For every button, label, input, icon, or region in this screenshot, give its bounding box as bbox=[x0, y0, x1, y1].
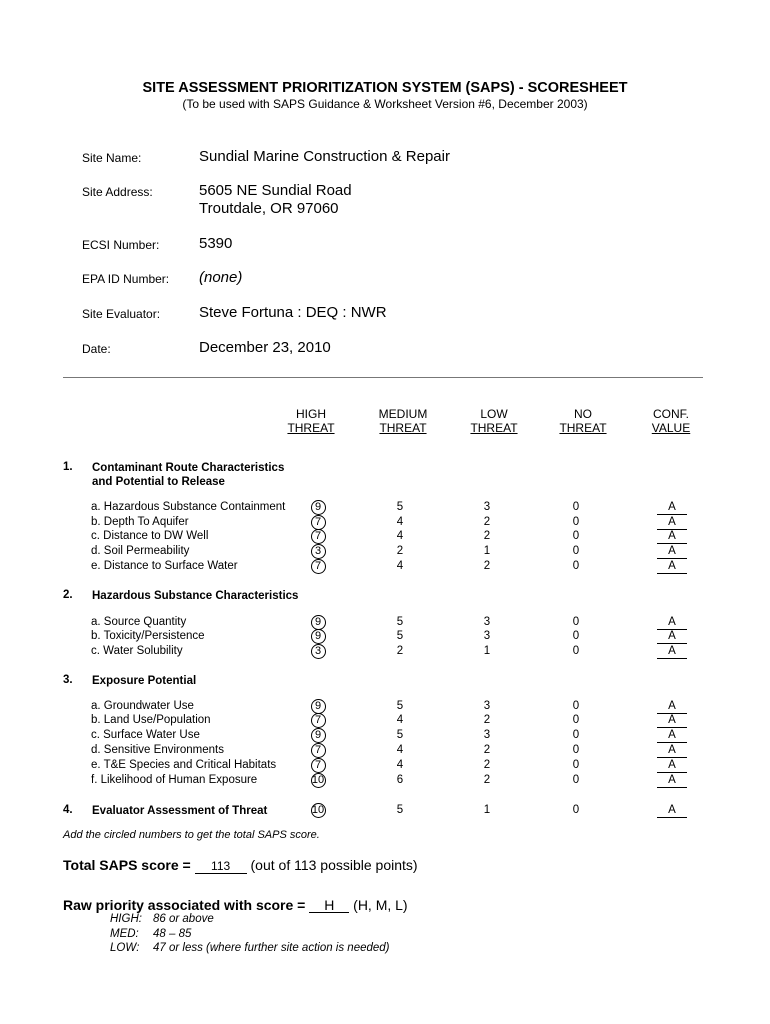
site-address-label: Site Address: bbox=[82, 185, 153, 199]
range-value: 86 or above bbox=[153, 913, 214, 925]
raw-priority-line bbox=[63, 897, 408, 913]
conf-value: A bbox=[657, 545, 687, 559]
conf-value: A bbox=[657, 645, 687, 659]
conf-value: A bbox=[657, 501, 687, 515]
score-high-circled: 3 bbox=[303, 644, 333, 659]
raw-priority-suffix: (H, M, L) bbox=[353, 897, 408, 913]
score-item-label: e. T&E Species and Critical Habitats bbox=[91, 759, 277, 771]
score-medium: 4 bbox=[396, 759, 404, 771]
range-level: HIGH: bbox=[110, 913, 142, 925]
conf-value: A bbox=[657, 729, 687, 743]
conf-value: A bbox=[657, 744, 687, 758]
score-medium: 4 bbox=[396, 744, 404, 756]
score-item-label: a. Groundwater Use bbox=[91, 700, 194, 712]
col-conf-value: CONF. VALUE bbox=[651, 407, 691, 435]
conf-value: A bbox=[657, 714, 687, 728]
score-item-label: c. Water Solubility bbox=[91, 645, 183, 657]
score-item-label: f. Likelihood of Human Exposure bbox=[91, 774, 258, 786]
section-number: 3. bbox=[63, 674, 73, 686]
total-score-line bbox=[63, 857, 418, 874]
score-high-circled: 9 bbox=[303, 728, 333, 743]
page-subtitle: (To be used with SAPS Guidance & Worksheet Version #6, December 2003) bbox=[182, 97, 588, 111]
score-medium: 5 bbox=[396, 501, 404, 513]
score-item-label: b. Toxicity/Persistence bbox=[91, 630, 205, 642]
score-high-circled: 9 bbox=[303, 500, 333, 515]
score-item-label: d. Sensitive Environments bbox=[91, 744, 224, 756]
score-low: 3 bbox=[483, 729, 491, 741]
section-title: Exposure Potential bbox=[92, 675, 197, 687]
date-label: Date: bbox=[82, 342, 111, 356]
score-no: 0 bbox=[572, 545, 580, 557]
site-name-value: Sundial Marine Construction & Repair bbox=[199, 148, 450, 165]
score-medium: 5 bbox=[396, 729, 404, 741]
score-low: 1 bbox=[483, 804, 491, 816]
score-item-label: b. Depth To Aquifer bbox=[91, 516, 189, 528]
score-low: 3 bbox=[483, 616, 491, 628]
conf-value: A bbox=[657, 616, 687, 630]
score-high-circled: 9 bbox=[303, 629, 333, 644]
score-no: 0 bbox=[572, 759, 580, 771]
score-no: 0 bbox=[572, 744, 580, 756]
score-low: 1 bbox=[483, 645, 491, 657]
evaluator-value: Steve Fortuna : DEQ : NWR bbox=[199, 304, 387, 321]
score-no: 0 bbox=[572, 804, 580, 816]
col-medium-threat: MEDIUM THREAT bbox=[378, 407, 428, 435]
score-medium: 6 bbox=[396, 774, 404, 786]
score-medium: 5 bbox=[396, 804, 404, 816]
site-name-label: Site Name: bbox=[82, 151, 142, 165]
score-medium: 4 bbox=[396, 530, 404, 542]
section-number: 2. bbox=[63, 589, 73, 601]
conf-value: A bbox=[657, 759, 687, 773]
raw-priority-label: Raw priority associated with score = bbox=[63, 897, 306, 913]
score-low: 2 bbox=[483, 714, 491, 726]
score-item-label: b. Land Use/Population bbox=[91, 714, 211, 726]
col-high-threat: HIGH THREAT bbox=[287, 407, 335, 435]
epa-label: EPA ID Number: bbox=[82, 272, 170, 286]
score-medium: 5 bbox=[396, 700, 404, 712]
score-high-circled: 10 bbox=[311, 804, 325, 816]
range-value: 48 – 85 bbox=[153, 928, 192, 940]
instruction-note: Add the circled numbers to get the total SAPS score. bbox=[63, 829, 320, 841]
score-low: 2 bbox=[483, 530, 491, 542]
score-high-circled: 7 bbox=[303, 515, 333, 530]
col-no-threat: NO THREAT bbox=[559, 407, 607, 435]
score-no: 0 bbox=[572, 729, 580, 741]
score-low: 3 bbox=[483, 630, 491, 642]
score-high-circled: 9 bbox=[303, 699, 333, 714]
raw-priority-value: H bbox=[309, 898, 349, 913]
score-no: 0 bbox=[572, 530, 580, 542]
score-low: 2 bbox=[483, 744, 491, 756]
score-low: 3 bbox=[483, 501, 491, 513]
score-medium: 2 bbox=[396, 645, 404, 657]
score-low: 2 bbox=[483, 759, 491, 771]
score-low: 2 bbox=[483, 560, 491, 572]
divider bbox=[63, 377, 703, 378]
col-low-threat: LOW THREAT bbox=[470, 407, 518, 435]
score-high-circled: 7 bbox=[303, 713, 333, 728]
page-title: SITE ASSESSMENT PRIORITIZATION SYSTEM (SAPS) - SCORESHEET bbox=[142, 80, 628, 96]
score-no: 0 bbox=[572, 774, 580, 786]
score-no: 0 bbox=[572, 560, 580, 572]
section-title: Contaminant Route Characteristics and Potential to Release bbox=[92, 462, 285, 488]
total-score-label: Total SAPS score = bbox=[63, 857, 191, 873]
score-medium: 4 bbox=[396, 560, 404, 572]
epa-value: (none) bbox=[199, 269, 243, 286]
section-title: Evaluator Assessment of Threat bbox=[92, 805, 268, 817]
score-medium: 4 bbox=[396, 516, 404, 528]
date-value: December 23, 2010 bbox=[199, 339, 331, 356]
conf-value: A bbox=[657, 700, 687, 714]
score-medium: 5 bbox=[396, 630, 404, 642]
section-number: 4. bbox=[63, 804, 73, 816]
score-no: 0 bbox=[572, 616, 580, 628]
score-high-circled: 7 bbox=[303, 529, 333, 544]
site-address-line2: Troutdale, OR 97060 bbox=[199, 200, 339, 217]
conf-value: A bbox=[657, 560, 687, 574]
range-level: LOW: bbox=[110, 942, 140, 954]
score-low: 3 bbox=[483, 700, 491, 712]
score-no: 0 bbox=[572, 700, 580, 712]
score-no: 0 bbox=[572, 501, 580, 513]
score-no: 0 bbox=[572, 630, 580, 642]
conf-value: A bbox=[657, 516, 687, 530]
score-no: 0 bbox=[572, 645, 580, 657]
evaluator-label: Site Evaluator: bbox=[82, 307, 161, 321]
score-medium: 4 bbox=[396, 714, 404, 726]
score-item-label: a. Source Quantity bbox=[91, 616, 187, 628]
score-item-label: c. Distance to DW Well bbox=[91, 530, 209, 542]
score-high-circled: 7 bbox=[303, 743, 333, 758]
score-high-circled: 7 bbox=[303, 758, 333, 773]
score-high-circled: 10 bbox=[311, 774, 325, 786]
total-score-suffix: (out of 113 possible points) bbox=[250, 857, 418, 873]
score-high-circled: 7 bbox=[303, 559, 333, 574]
conf-value: A bbox=[657, 774, 687, 788]
conf-value: A bbox=[657, 630, 687, 644]
range-level: MED: bbox=[110, 928, 139, 940]
conf-value: A bbox=[657, 530, 687, 544]
score-low: 1 bbox=[483, 545, 491, 557]
score-no: 0 bbox=[572, 714, 580, 726]
score-item-label: d. Soil Permeability bbox=[91, 545, 190, 557]
section-number: 1. bbox=[63, 461, 73, 473]
site-address-line1: 5605 NE Sundial Road bbox=[199, 182, 352, 199]
total-score-value: 113 bbox=[195, 859, 247, 874]
score-item-label: a. Hazardous Substance Containment bbox=[91, 501, 286, 513]
score-item-label: c. Surface Water Use bbox=[91, 729, 200, 741]
ecsi-label: ECSI Number: bbox=[82, 238, 160, 252]
score-low: 2 bbox=[483, 774, 491, 786]
conf-value: A bbox=[657, 804, 687, 818]
ecsi-value: 5390 bbox=[199, 235, 233, 252]
score-high-circled: 3 bbox=[303, 544, 333, 559]
section-title: Hazardous Substance Characteristics bbox=[92, 590, 299, 602]
score-medium: 2 bbox=[396, 545, 404, 557]
score-no: 0 bbox=[572, 516, 580, 528]
score-item-label: e. Distance to Surface Water bbox=[91, 560, 238, 572]
score-low: 2 bbox=[483, 516, 491, 528]
score-high-circled: 9 bbox=[303, 615, 333, 630]
score-medium: 5 bbox=[396, 616, 404, 628]
range-value: 47 or less (where further site action is needed) bbox=[153, 942, 390, 954]
